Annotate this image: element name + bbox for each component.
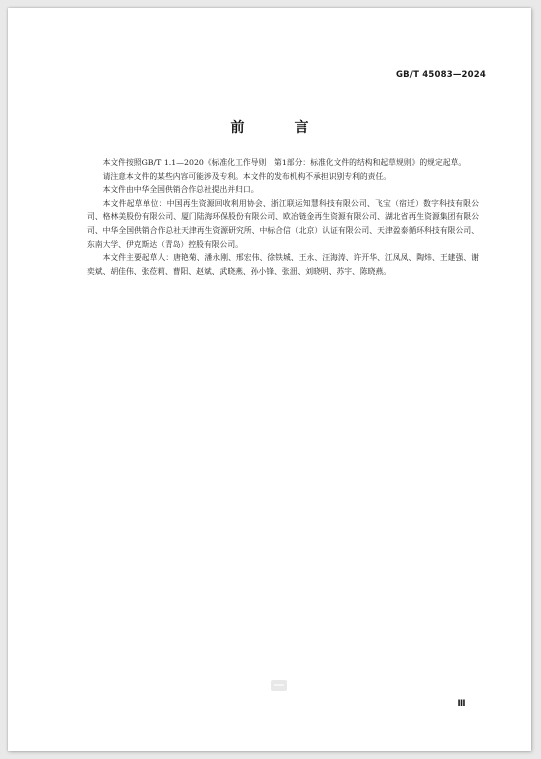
page-title: 前 言	[230, 120, 327, 136]
foreword-body	[87, 156, 479, 278]
paragraph-proposer: 本文件由中华全国供销合作总社提出并归口。	[102, 185, 259, 195]
watermark-icon	[271, 680, 287, 691]
paragraph-patent-notice: 请注意本文件的某些内容可能涉及专利。本文件的发布机构不承担识别专利的责任。	[102, 171, 392, 181]
page-number: Ⅲ	[457, 699, 465, 709]
paragraph-drafting-units: 本文件起草单位：中国再生资源回收利用协会、浙江联运知慧科技有限公司、飞宝（宿迁）数字科技有限公司、格林美股份有限公司、厦门陆海环保股份有限公司、欧冶链金再生资源有限公司、湖北省再生资源集团有限公司、中华全国供销合作总社天津再生资源研究所、中标合信（北京）认证有限公司、天津盈泰循环科技有限公司、东南大学、伊克斯达（青岛）控股有限公司。	[87, 198, 479, 249]
paragraph-drafters: 本文件主要起草人：唐艳菊、潘永刚、邢宏伟、徐铁城、王永、汪海涛、许开华、江凤凤、陶炜、王建强、谢奕斌、胡佳伟、张莅莉、曹阳、赵斌、武晓燕、孙小锋、张沺、刘晓明、苏宇、陈晓燕。	[87, 253, 479, 276]
standard-code: GB/T 45083—2024	[395, 70, 486, 80]
paragraph-drafting-rules: 本文件按照GB/T 1.1—2020《标准化工作导则 第1部分：标准化文件的结构和起草规则》的规定起草。	[102, 158, 467, 167]
document-page	[8, 8, 531, 751]
